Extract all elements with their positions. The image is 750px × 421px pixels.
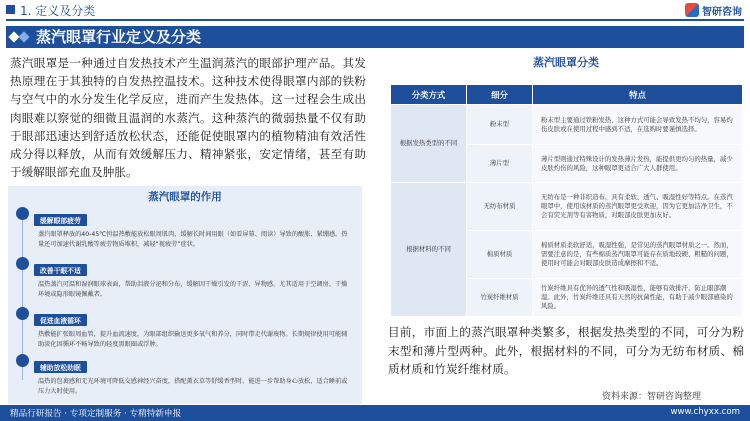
table-header-row (391, 85, 743, 105)
effects-panel (8, 186, 362, 404)
sub-cell: 无纺布材质 (467, 183, 533, 231)
effect-1-icon (16, 207, 29, 220)
top-bar (0, 0, 750, 22)
desc-cell: 棉质材质柔软舒适，吸湿性强，是常见的蒸汽眼罩材质之一。然而，需要注意的是，有些棉质蒸汽眼罩可能存在质地较硬、粗糙的问题，使用时可能会对眼部皮肤造成摩擦和不适。 (533, 231, 743, 279)
effect-heading: 促进血液循环 (34, 314, 87, 326)
header-cell: 特点 (533, 85, 743, 105)
intro-paragraph: 蒸汽眼罩是一种通过自发热技术产生温润蒸汽的眼部护理产品。其发热原理在于其独特的自发热控温技术。这种技术使得眼罩内部的铁粉与空气中的水分发生化学反应，进而产生发热体。这一过程会生成出肉眼难以察觉的细微且温润的水蒸汽。这种蒸汽的微弱热量不仅有助于眼部迅速达到舒适放松状态，还能促使眼罩内的植物精油有效活性成分得以释放，从而有效缓解压力、精神紧张，安定情绪，甚至有助于缓解眼部充血及肿胀。 (10, 56, 366, 180)
section-label: 1. 定义及分类 (20, 4, 96, 18)
header-cell: 分类方式 (391, 85, 467, 105)
desc-cell: 竹炭纤维具有优异的透气性和吸湿性，能够有效排汗，防止眼部潮湿。此外，竹炭纤维还具有天然的抗菌性能，有助于减少眼部感染的风险。 (533, 279, 743, 317)
sub-cell: 薄片型 (467, 145, 533, 183)
effect-heading: 缓解眼部疲劳 (34, 214, 87, 226)
diamond-accent-icon (18, 31, 29, 42)
header-cell: 细分 (467, 85, 533, 105)
category-cell: 根据发热类型的不同 (391, 105, 467, 183)
table-title: 蒸汽眼罩分类 (533, 56, 599, 69)
effect-body: 温热蒸汽可温和湿润眼球表面，帮助泪液分泌和分布，缓解因干燥引发的干涩、异物感。尤其适用于空调房、干燥环境或隐形眼镜佩戴者。 (38, 281, 348, 298)
source-note: 资料来源：智研咨询整理 (602, 392, 702, 402)
sub-cell: 棉质材质 (467, 231, 533, 279)
table-row (391, 105, 743, 145)
table-row (391, 183, 743, 231)
effect-body: 温热的包裹感和无光环境可降低交感神经兴奋度，搭配薰衣草等舒缓香型时，能进一步帮助身心放松，适合睡前或压力大时使用。 (38, 378, 348, 395)
effect-item (34, 355, 356, 396)
desc-cell: 无纺布是一种非织造布，具有柔软、透气、吸湿性好等特点。在蒸汽眼罩中，使用该材质的蒸汽眼罩更受欢迎，因为它更加洁净卫生，不会有荧光剂等有害物质，对眼部皮肤更加友好。 (533, 183, 743, 231)
title-bar (6, 26, 744, 48)
sub-cell: 竹炭纤维材质 (467, 279, 533, 317)
outro-paragraph: 目前，市面上的蒸汽眼罩种类繁多，根据发热类型的不同，可分为粉末型和薄片型两种。此外，根据材料的不同，可分为无纺布材质、棉质材质和竹炭纤维材质。 (388, 325, 744, 377)
footer-services: 精品行研报告 · 专项定制服务 · 专精特新申报 (10, 409, 182, 419)
desc-cell: 薄片型则通过特殊设计的发热薄片发热，能提供更均匀的热量，减少皮肤灼伤的风险，这种眼罩更适合广大人群使用。 (533, 145, 743, 183)
effect-item (34, 308, 356, 349)
logo-text: 智研咨询 (702, 6, 742, 18)
footer-bar (0, 405, 750, 421)
footer-website-link[interactable]: www.chyxx.com (670, 407, 740, 417)
effect-heading: 改善干眼不适 (34, 264, 87, 276)
category-cell: 根据材料的不同 (391, 183, 467, 317)
effect-4-icon (16, 354, 29, 367)
effect-body: 蒸汽眼罩释放的40-45℃恒温热敷能放松眼周肌肉，缓解长时间用眼（如看屏幕、阅读）导致的酸胀、紧绷感。热量还可加速代谢乳酸等疲劳物质堆积，减轻“视疲劳”症状。 (38, 231, 348, 248)
top-divider (6, 19, 744, 21)
effect-item (34, 208, 356, 249)
effect-3-icon (16, 307, 29, 320)
effects-title: 蒸汽眼罩的作用 (148, 191, 222, 203)
effect-item (34, 258, 356, 299)
effect-heading: 辅助放松助眠 (34, 361, 87, 373)
classification-table (390, 84, 743, 317)
section-square-icon (6, 5, 15, 14)
sub-cell: 粉末型 (467, 105, 533, 145)
desc-cell: 粉末型主要通过铁粉发热，这种方式可能会导致发热不均匀，容易灼伤皮肤或在使用过程中感到不适，在选购时要谨慎选择。 (533, 105, 743, 145)
logo-mark-icon (685, 3, 699, 17)
effect-2-icon (16, 257, 29, 270)
effect-body: 热敷能扩张眼周血管，提升血流速度，为眼部组织输送更多氧气和养分，同时带走代谢废物。长期规律使用可能辅助淡化因循环不畅导致的轻度黑眼圈或浮肿。 (38, 331, 348, 348)
logo (685, 2, 742, 18)
page-title: 蒸汽眼罩行业定义及分类 (36, 28, 202, 46)
